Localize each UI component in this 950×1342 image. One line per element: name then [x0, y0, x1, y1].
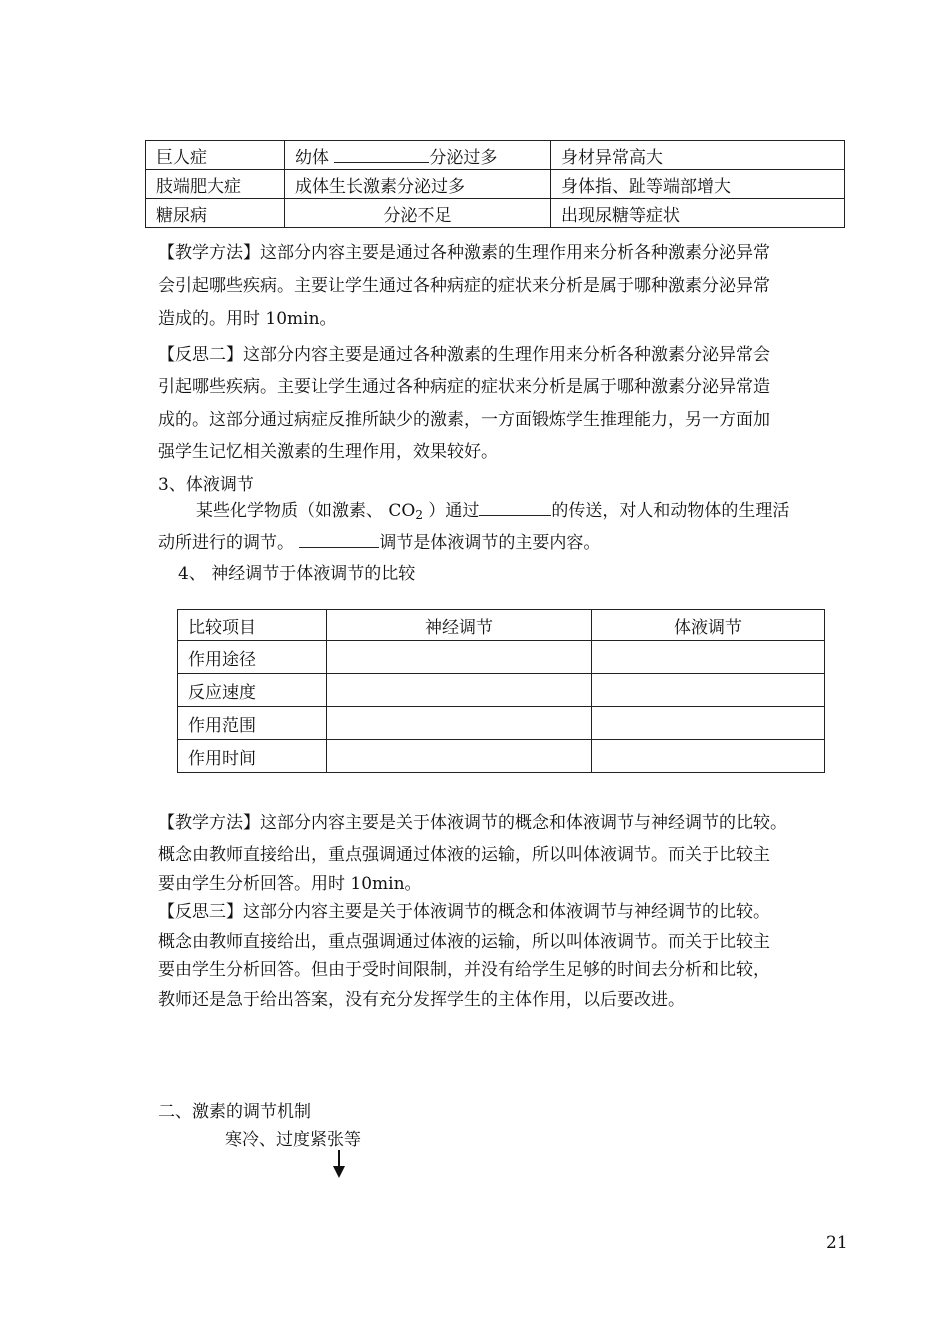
- page-number: 21: [826, 1233, 848, 1253]
- cause-cell: 成体生长激素分泌过多: [285, 170, 551, 199]
- comparison-table: [177, 609, 825, 773]
- hormone-disease-table: [145, 140, 845, 228]
- fill-blank[interactable]: [334, 147, 429, 163]
- table-row: [146, 141, 845, 170]
- section4-heading: 4、 神经调节于体液调节的比较: [178, 564, 416, 584]
- empty-cell[interactable]: [327, 674, 592, 707]
- method1-line: 造成的。用时 10min。: [158, 309, 337, 329]
- table-row: [178, 740, 825, 773]
- disease-cell: 糖尿病: [146, 199, 285, 228]
- method2-line: 【教学方法】这部分内容主要是关于体液调节的概念和体液调节与神经调节的比较。: [158, 813, 787, 833]
- section3-heading: 3、体液调节: [158, 475, 254, 495]
- method2-line: 要由学生分析回答。用时 10min。: [158, 874, 422, 894]
- section3-line2: 动所进行的调节。 调节是体液调节的主要内容。: [158, 533, 601, 553]
- row-label: 作用范围: [178, 707, 327, 740]
- header-cell: 神经调节: [327, 610, 592, 641]
- reflect3-line: 概念由教师直接给出，重点强调通过体液的运输，所以叫体液调节。而关于比较主: [158, 932, 770, 952]
- table-row: [178, 674, 825, 707]
- fill-blank[interactable]: [299, 532, 379, 548]
- symptom-cell: 出现尿糖等症状: [551, 199, 845, 228]
- row-label: 反应速度: [178, 674, 327, 707]
- reflect2-line: 引起哪些疾病。主要让学生通过各种病症的症状来分析是属于哪种激素分泌异常造: [158, 377, 770, 397]
- cause-cell: 分泌不足: [285, 199, 551, 228]
- cause-cell: 幼体 分泌过多: [285, 141, 551, 170]
- section3-line1: 某些化学物质（如激素、 $CO_2$ ）通过 的传送，对人和动物体的生理活: [196, 501, 790, 522]
- disease-cell: 肢端肥大症: [146, 170, 285, 199]
- table-row: [178, 641, 825, 674]
- empty-cell[interactable]: [327, 641, 592, 674]
- empty-cell[interactable]: [327, 740, 592, 773]
- empty-cell[interactable]: [327, 707, 592, 740]
- reflect3-line: 要由学生分析回答。但由于受时间限制，并没有给学生足够的时间去分析和比较，: [158, 960, 770, 980]
- reflect2-line: 成的。这部分通过病症反推所缺少的激素，一方面锻炼学生推理能力，另一方面加: [158, 410, 770, 430]
- empty-cell[interactable]: [592, 740, 825, 773]
- row-label: 作用途径: [178, 641, 327, 674]
- row-label: 作用时间: [178, 740, 327, 773]
- reflect2-line: 【反思二】这部分内容主要是通过各种激素的生理作用来分析各种激素分泌异常会: [158, 345, 770, 365]
- table-header-row: [178, 610, 825, 641]
- method2-line: 概念由教师直接给出，重点强调通过体液的运输，所以叫体液调节。而关于比较主: [158, 845, 770, 865]
- symptom-cell: 身体指、趾等端部增大: [551, 170, 845, 199]
- method1-line: 会引起哪些疾病。主要让学生通过各种病症的症状来分析是属于哪种激素分泌异常: [158, 276, 770, 296]
- table-row: [146, 170, 845, 199]
- header-cell: 比较项目: [178, 610, 327, 641]
- empty-cell[interactable]: [592, 641, 825, 674]
- reflect3-line: 【反思三】这部分内容主要是关于体液调节的概念和体液调节与神经调节的比较。: [158, 902, 770, 922]
- arrow-head-icon: [333, 1166, 345, 1178]
- header-cell: 体液调节: [592, 610, 825, 641]
- trigger-label: 寒冷、过度紧张等: [225, 1130, 361, 1150]
- empty-cell[interactable]: [592, 707, 825, 740]
- table-row: [178, 707, 825, 740]
- empty-cell[interactable]: [592, 674, 825, 707]
- reflect3-line: 教师还是急于给出答案，没有充分发挥学生的主体作用，以后要改进。: [158, 990, 685, 1010]
- fill-blank[interactable]: [479, 500, 551, 516]
- disease-cell: 巨人症: [146, 141, 285, 170]
- reflect2-line: 强学生记忆相关激素的生理作用，效果较好。: [158, 442, 498, 462]
- table-row: [146, 199, 845, 228]
- section2-heading: 二、激素的调节机制: [158, 1102, 311, 1122]
- symptom-cell: 身材异常高大: [551, 141, 845, 170]
- method1-line: 【教学方法】这部分内容主要是通过各种激素的生理作用来分析各种激素分泌异常: [158, 243, 770, 263]
